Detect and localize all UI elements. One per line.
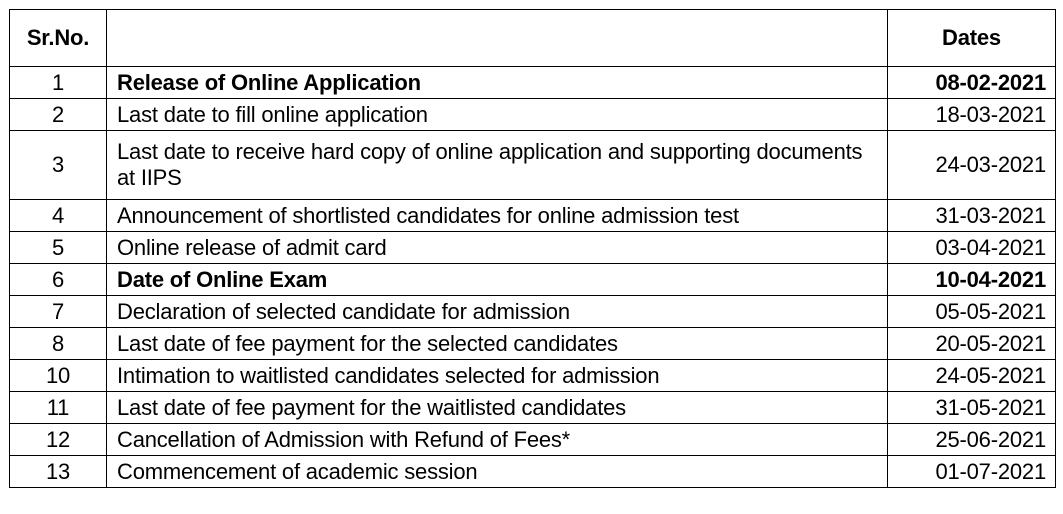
row-date: 08-02-2021 <box>888 67 1056 99</box>
table-row <box>10 67 1056 99</box>
row-date: 05-05-2021 <box>888 296 1056 328</box>
table-header <box>10 10 1056 67</box>
row-date: 18-03-2021 <box>888 99 1056 131</box>
header-serial-number: Sr.No. <box>10 10 107 67</box>
table-row <box>10 360 1056 392</box>
row-number: 8 <box>10 328 107 360</box>
table-row <box>10 296 1056 328</box>
row-number: 11 <box>10 392 107 424</box>
table-row <box>10 200 1056 232</box>
row-date: 24-05-2021 <box>888 360 1056 392</box>
row-event: Commencement of academic session <box>107 456 888 488</box>
row-event: Announcement of shortlisted candidates for online admission test <box>107 200 888 232</box>
row-number: 1 <box>10 67 107 99</box>
row-event: Last date to fill online application <box>107 99 888 131</box>
row-date: 01-07-2021 <box>888 456 1056 488</box>
row-event: Last date of fee payment for the waitlisted candidates <box>107 392 888 424</box>
row-date: 31-03-2021 <box>888 200 1056 232</box>
row-event: Intimation to waitlisted candidates selected for admission <box>107 360 888 392</box>
row-date: 10-04-2021 <box>888 264 1056 296</box>
row-number: 3 <box>10 131 107 200</box>
row-event: Last date of fee payment for the selected candidates <box>107 328 888 360</box>
schedule-table <box>9 9 1056 488</box>
row-number: 10 <box>10 360 107 392</box>
row-date: 31-05-2021 <box>888 392 1056 424</box>
row-date: 20-05-2021 <box>888 328 1056 360</box>
row-event: Online release of admit card <box>107 232 888 264</box>
row-event: Last date to receive hard copy of online application and supporting documents at IIPS <box>107 131 888 200</box>
header-event <box>107 10 888 67</box>
header-row <box>10 10 1056 67</box>
table-body <box>10 67 1056 488</box>
row-number: 12 <box>10 424 107 456</box>
row-date: 25-06-2021 <box>888 424 1056 456</box>
row-event: Release of Online Application <box>107 67 888 99</box>
row-number: 6 <box>10 264 107 296</box>
row-date: 03-04-2021 <box>888 232 1056 264</box>
row-number: 4 <box>10 200 107 232</box>
table-row <box>10 424 1056 456</box>
table-row <box>10 99 1056 131</box>
table-row <box>10 328 1056 360</box>
row-event: Declaration of selected candidate for admission <box>107 296 888 328</box>
header-dates: Dates <box>888 10 1056 67</box>
table-row <box>10 456 1056 488</box>
table-row <box>10 392 1056 424</box>
table-row <box>10 232 1056 264</box>
row-event: Cancellation of Admission with Refund of Fees* <box>107 424 888 456</box>
row-number: 13 <box>10 456 107 488</box>
row-event: Date of Online Exam <box>107 264 888 296</box>
row-number: 5 <box>10 232 107 264</box>
row-number: 7 <box>10 296 107 328</box>
row-number: 2 <box>10 99 107 131</box>
row-date: 24-03-2021 <box>888 131 1056 200</box>
table-row <box>10 131 1056 200</box>
table-row <box>10 264 1056 296</box>
